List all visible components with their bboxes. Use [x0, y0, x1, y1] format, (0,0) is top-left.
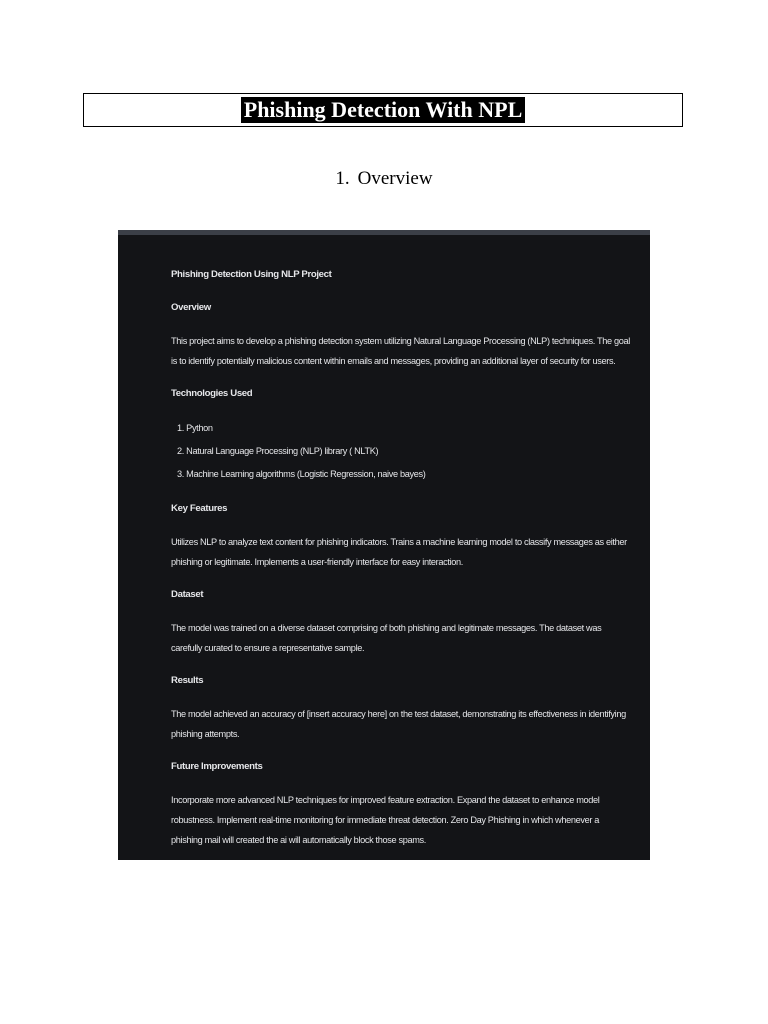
future-improvements-text: Incorporate more advanced NLP techniques for improved feature extraction. Expand the dataset to enhance model robustness. Implement real-time monitoring for immediate threat detection. Zero Day Phishing in which whenever a phishing mail will created the ai will automatically block those spams. [171, 795, 600, 845]
dataset-text: The model was trained on a diverse dataset comprising of both phishing and legitimate messages. The dataset was carefully curated to ensure a representative sample. [171, 623, 602, 653]
results-heading: Results [171, 675, 204, 686]
section-label: Overview [357, 168, 433, 189]
title-box [83, 93, 683, 127]
overview-text: This project aims to develop a phishing detection system utilizing Natural Language Processing (NLP) techniques. The goal is to identify potentially malicious content within emails and messages, providing an additional layer of security for users. [171, 336, 630, 366]
section-number: 1. [335, 168, 350, 189]
future-improvements-heading: Future Improvements [171, 761, 263, 772]
document-title: Phishing Detection With NPL [241, 97, 526, 123]
list-item: 2. Natural Language Processing (NLP) library ( NLTK) [177, 446, 379, 456]
list-item: 3. Machine Learning algorithms (Logistic Regression, naive bayes) [177, 469, 426, 479]
technologies-heading: Technologies Used [171, 388, 253, 399]
technologies-list [171, 417, 630, 486]
dataset-heading: Dataset [171, 589, 204, 600]
overview-heading: Overview [171, 302, 211, 313]
list-item: 1. Python [177, 423, 213, 433]
readme-screenshot-panel [118, 230, 650, 860]
section-heading-overview [0, 168, 768, 190]
key-features-text: Utilizes NLP to analyze text content for phishing indicators. Trains a machine learning model to classify messages as either phishing or legitimate. Implements a user-friendly interface for easy interaction. [171, 537, 627, 567]
project-title: Phishing Detection Using NLP Project [171, 269, 332, 280]
key-features-heading: Key Features [171, 503, 228, 514]
results-text: The model achieved an accuracy of [insert accuracy here] on the test dataset, demonstrating its effectiveness in identifying phishing attempts. [171, 709, 626, 739]
